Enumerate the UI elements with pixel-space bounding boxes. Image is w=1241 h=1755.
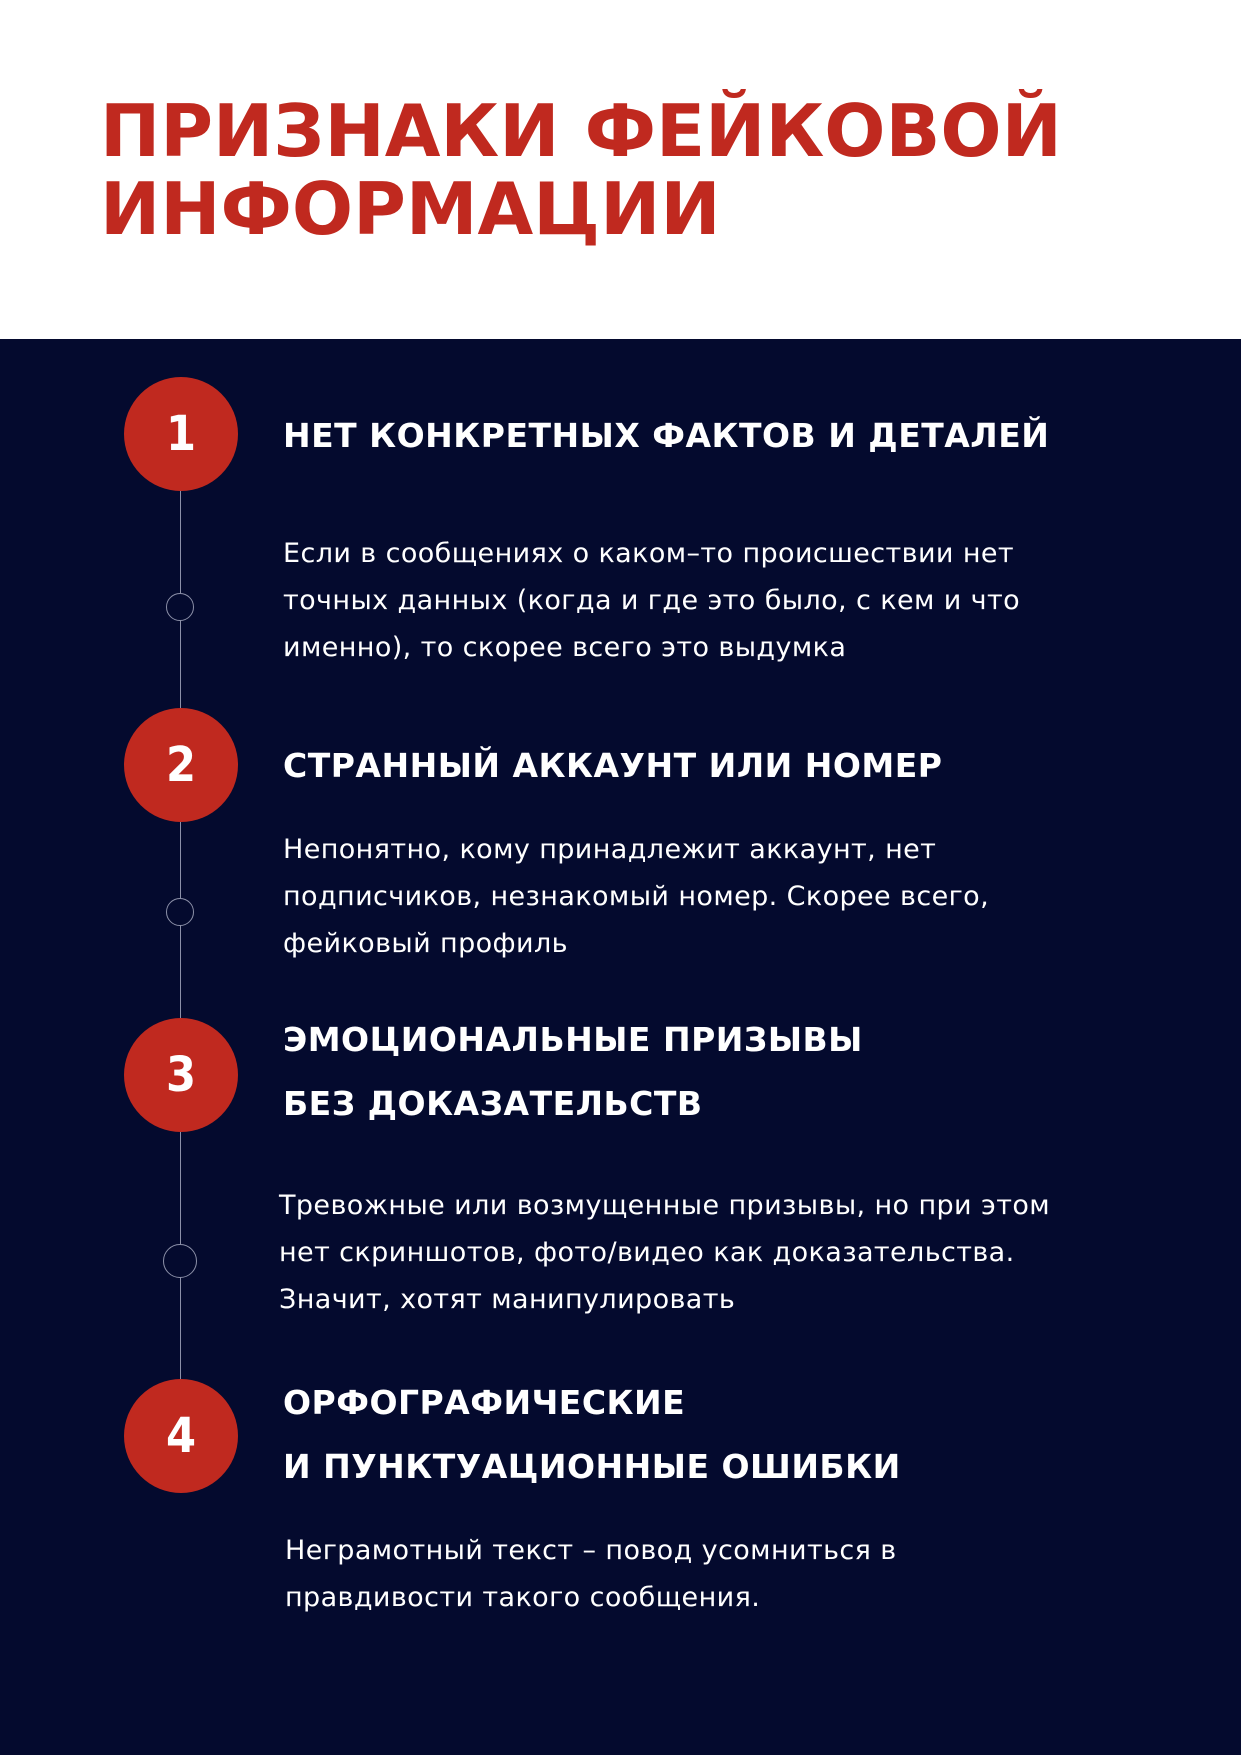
step-heading-3 <box>283 1008 863 1136</box>
step-number-badge-4: 4 <box>124 1379 238 1493</box>
step-number-badge-3: 3 <box>124 1018 238 1132</box>
step-description-1-line-2: точных данных (когда и где это было, с кем и что <box>283 585 1021 616</box>
step-heading-2 <box>283 734 942 798</box>
page-title-line-1: ПРИЗНАКИ ФЕЙКОВОЙ <box>100 89 1062 173</box>
step-description-2-line-2: подписчиков, незнакомый номер. Скорее всего, <box>283 881 990 912</box>
step-heading-3-line-2: БЕЗ ДОКАЗАТЕЛЬСТВ <box>283 1084 703 1123</box>
step-description-1-line-3: именно), то скорее всего это выдумка <box>283 632 847 663</box>
step-heading-2-line-1: СТРАННЫЙ АККАУНТ ИЛИ НОМЕР <box>283 746 943 785</box>
step-description-2 <box>283 826 1143 967</box>
step-heading-4 <box>283 1371 901 1499</box>
step-description-4-line-1: Неграмотный текст – повод усомниться в <box>285 1535 897 1566</box>
step-description-3-line-3: Значит, хотят манипулировать <box>279 1284 736 1315</box>
step-description-4 <box>285 1527 1145 1621</box>
step-description-1-line-1: Если в сообщениях о каком–то происшествии нет <box>283 538 1015 569</box>
step-description-3-line-1: Тревожные или возмущенные призывы, но при этом <box>279 1190 1051 1221</box>
step-description-4-line-2: правдивости такого сообщения. <box>285 1582 761 1613</box>
step-heading-3-line-1: ЭМОЦИОНАЛЬНЫЕ ПРИЗЫВЫ <box>283 1020 863 1059</box>
page-title <box>100 89 1200 251</box>
step-heading-1-line-1: НЕТ КОНКРЕТНЫХ ФАКТОВ И ДЕТАЛЕЙ <box>283 416 1050 455</box>
step-heading-4-line-2: И ПУНКТУАЦИОННЫЕ ОШИБКИ <box>283 1447 901 1486</box>
step-heading-1 <box>283 404 1049 468</box>
step-number-badge-2: 2 <box>124 708 238 822</box>
step-description-3-line-2: нет скриншотов, фото/видео как доказательства. <box>279 1237 1015 1268</box>
page-title-line-2: ИНФОРМАЦИИ <box>100 167 721 251</box>
step-description-2-line-1: Непонятно, кому принадлежит аккаунт, нет <box>283 834 937 865</box>
step-description-1 <box>283 530 1143 671</box>
step-description-2-line-3: фейковый профиль <box>283 928 568 959</box>
timeline-line <box>180 430 181 1430</box>
step-heading-4-line-1: ОРФОГРАФИЧЕСКИЕ <box>283 1383 686 1422</box>
timeline-dot-1 <box>166 593 194 621</box>
step-number-badge-1: 1 <box>124 377 238 491</box>
step-description-3 <box>279 1182 1139 1323</box>
timeline-dot-3 <box>163 1244 197 1278</box>
timeline-dot-2 <box>166 898 194 926</box>
